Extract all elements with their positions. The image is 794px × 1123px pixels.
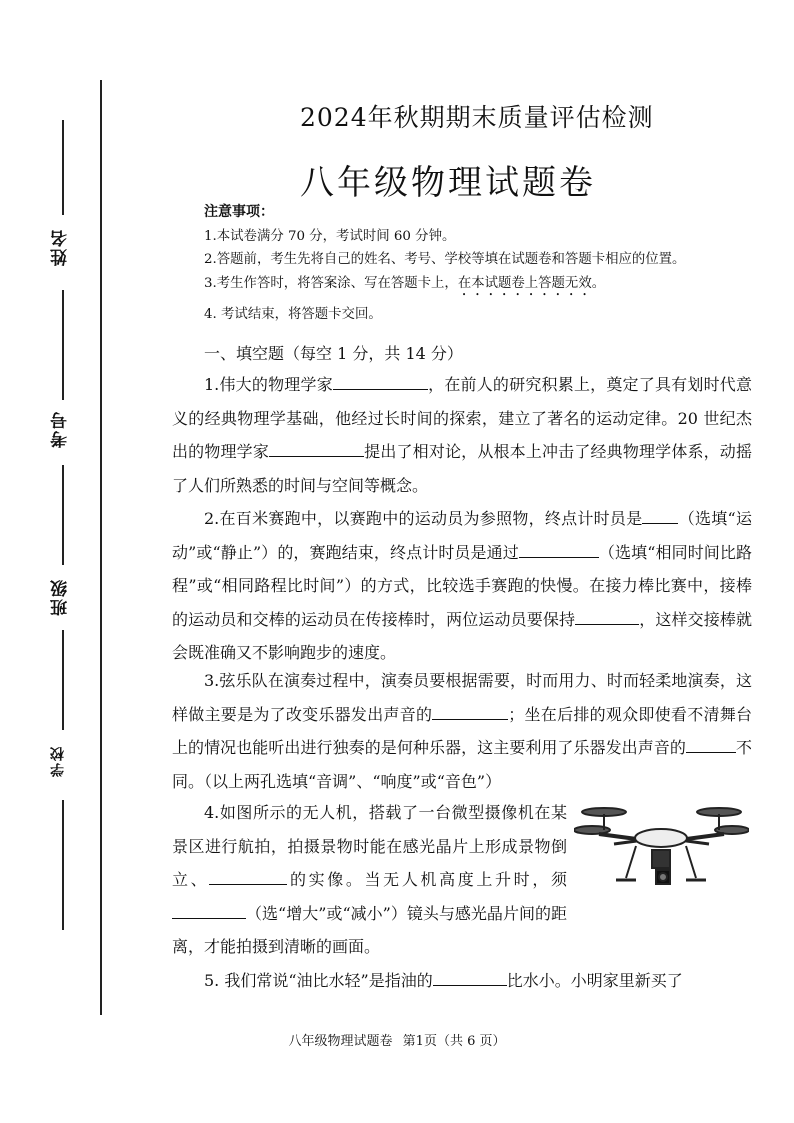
answer-blank[interactable] bbox=[575, 606, 639, 625]
school-line bbox=[62, 800, 64, 930]
q2-text: 2.在百米赛跑中，以赛跑中的运动员为参照物，终点计时员是 bbox=[204, 509, 643, 528]
q2-text: （选填“运动”或“静止”）的，赛跑结束，终点计时员是通过 bbox=[172, 509, 752, 562]
notes bbox=[204, 201, 764, 326]
note-emphasis: 在本试题卷上答题无效 bbox=[457, 275, 592, 291]
notes-heading: 注意事项： bbox=[204, 204, 274, 220]
answer-blank[interactable] bbox=[432, 701, 508, 720]
note-text: 。 bbox=[591, 275, 606, 291]
answer-blank[interactable] bbox=[642, 505, 678, 524]
note-item bbox=[204, 272, 764, 299]
answer-blank[interactable] bbox=[209, 866, 287, 885]
binding-margin bbox=[0, 0, 95, 1123]
note-text: 3.考生作答时，将答案涂、写在答题卡上， bbox=[204, 275, 458, 291]
q4-text: 4.如图所示的无人机，搭载了一台微型摄像机在某景区进行航拍，拍摄景物时能在感光晶片上形成景物倒立、 bbox=[172, 803, 567, 889]
answer-blank[interactable] bbox=[519, 539, 599, 558]
q5-text: 比水小。小明家里新买了 bbox=[506, 971, 683, 990]
class-line bbox=[62, 465, 64, 565]
q2-text: ，这样交接棒就会既准确又不影响跑步的速度。 bbox=[172, 609, 752, 662]
q2-text: （选填“相同时间比路程”或“相同路程比时间”）的方式，比较选手赛跑的快慢。在接力棒比赛中，接棒的运动员和交棒的运动员在传接棒时，两位运动员要保持 bbox=[172, 542, 752, 629]
answer-blank[interactable] bbox=[269, 438, 364, 457]
name-label: 姓名 bbox=[51, 228, 71, 266]
exam-title: 2024年秋期期末质量评估检测 bbox=[300, 103, 654, 132]
class-label: 班级 bbox=[51, 578, 71, 616]
drone-image bbox=[574, 800, 749, 910]
q3-text: 3.弦乐队在演奏过程中，演奏员要根据需要，时而用力、时而轻柔地演奏，这样做主要是为了改变乐器发出声音的 bbox=[172, 671, 752, 724]
section-title: 一、填空题（每空 1 分，共 14 分） bbox=[204, 344, 463, 363]
exam-no-label: 考号 bbox=[51, 410, 71, 448]
q4-text: 的实像。当无人机高度上升时，须 bbox=[287, 870, 567, 889]
class-line-lower bbox=[62, 630, 64, 730]
paper-title: 八年级物理试题卷 bbox=[300, 163, 596, 203]
q5-text: 5. 我们常说“油比水轻”是指油的 bbox=[204, 971, 433, 990]
page-footer bbox=[0, 1030, 794, 1049]
note-item: 2.答题前，考生先将自己的姓名、考号、学校等填在试题卷和答题卡相应的位置。 bbox=[204, 252, 686, 267]
name-line bbox=[62, 120, 64, 215]
answer-blank[interactable] bbox=[686, 734, 736, 753]
binding-rule bbox=[100, 80, 102, 1015]
note-item: 1.本试卷满分 70 分，考试时间 60 分钟。 bbox=[204, 228, 456, 244]
q3-text: 不同。（以上两孔选填“音调”、“响度”或“音色”） bbox=[172, 738, 752, 791]
question-5 bbox=[172, 964, 752, 998]
question-2 bbox=[172, 502, 752, 670]
footer-page-number: 第1页（共 6 页） bbox=[402, 1034, 506, 1049]
q1-text: 1.伟大的物理学家 bbox=[204, 375, 333, 394]
q1-text: ，在前人的研究积累上，奠定了具有划时代意义的经典物理学基础，他经过长时间的探索，建立了著名的运动定律。20 世纪杰出的物理学家 bbox=[172, 375, 752, 461]
exam-no-line bbox=[62, 290, 64, 400]
answer-blank[interactable] bbox=[433, 967, 507, 986]
school-label: 学校 bbox=[50, 745, 66, 777]
note-item: 4. 考试结束，将答题卡交回。 bbox=[204, 306, 382, 322]
footer-paper-name: 八年级物理试题卷 bbox=[288, 1034, 393, 1049]
question-4 bbox=[172, 796, 567, 964]
answer-blank[interactable] bbox=[333, 371, 428, 390]
question-1 bbox=[172, 368, 752, 502]
answer-blank[interactable] bbox=[172, 900, 246, 919]
q3-text: ；坐在后排的观众即使看不清舞台上的情况也能听出进行独奏的是何种乐器，这主要利用了乐器发出声音的 bbox=[172, 704, 752, 757]
q1-text: 提出了相对论，从根本上冲击了经典物理学体系，动摇了人们所熟悉的时间与空间等概念。 bbox=[172, 442, 752, 495]
question-3 bbox=[172, 664, 752, 798]
q4-text: （选“增大”或“减小”）镜头与感光晶片间的距离，才能拍摄到清晰的画面。 bbox=[172, 903, 567, 956]
